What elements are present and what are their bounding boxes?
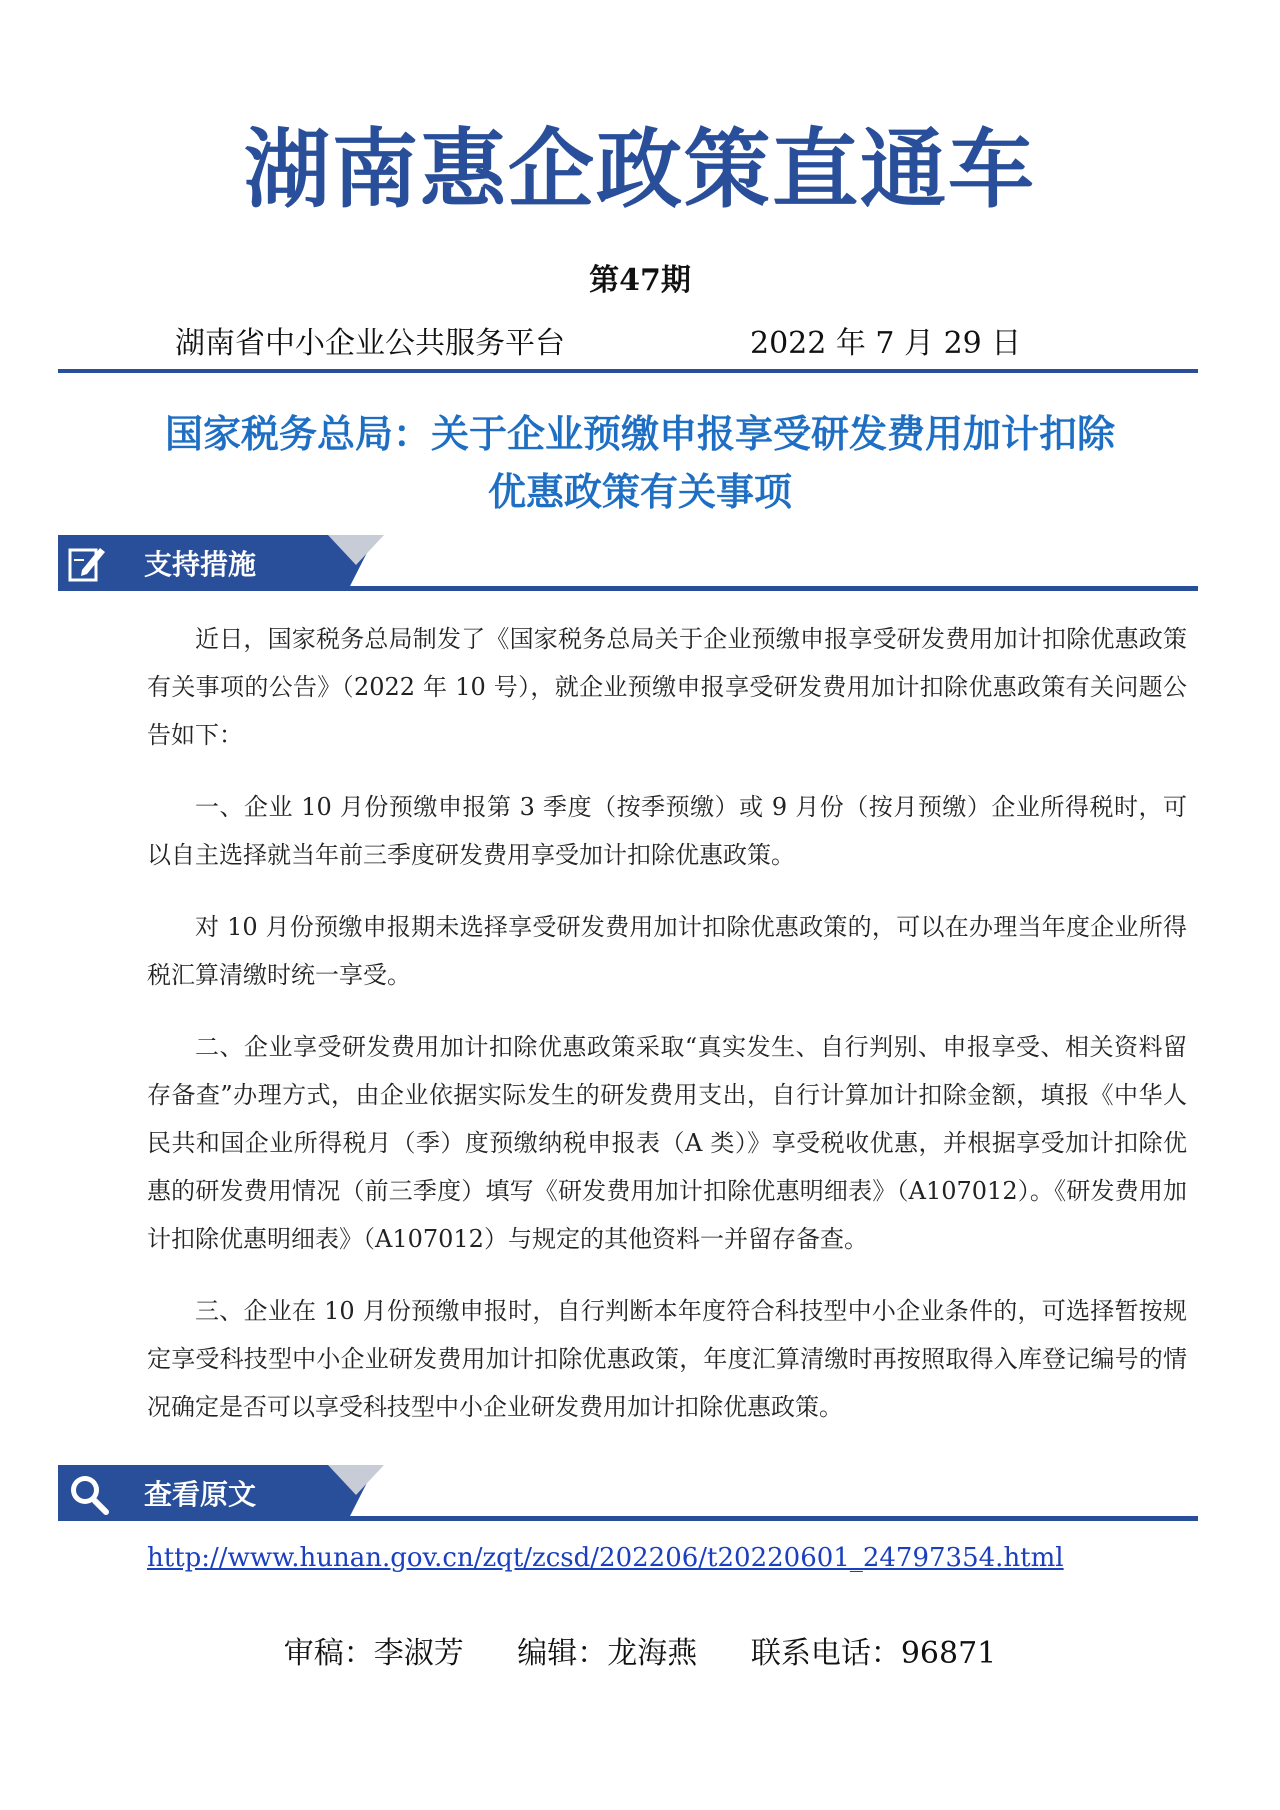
section-label-original: 查看原文 xyxy=(144,1478,257,1511)
section-label-support: 支持措施 xyxy=(144,548,257,581)
publication-row xyxy=(0,318,1280,362)
editor: 编辑：龙海燕 xyxy=(517,1636,698,1671)
section-triangle xyxy=(328,1465,384,1495)
magnifier-icon xyxy=(64,1470,110,1516)
paragraph-intro: 近日，国家税务总局制发了《国家税务总局关于企业预缴申报享受研发费用加计扣除优惠政策有关事项的公告》（2022 年 10 号），就企业预缴申报享受研发费用加计扣除优惠政策有关问题公告如下： xyxy=(147,625,1187,749)
section-header-support xyxy=(58,535,1198,595)
original-source-link[interactable]: http://www.hunan.gov.cn/zqt/zcsd/202206/t20220601_24797354.html xyxy=(147,1543,1064,1573)
headline-line-1: 国家税务总局：关于企业预缴申报享受研发费用加计扣除 xyxy=(164,412,1115,456)
paragraph-2: 二、企业享受研发费用加计扣除优惠政策采取“真实发生、自行判别、申报享受、相关资料留存备查”办理方式，由企业依据实际发生的研发费用支出，自行计算加计扣除金额，填报《中华人民共和国企业所得税月（季）度预缴纳税申报表（A 类）》享受税收优惠，并根据享受加计扣除优惠的研发费用情况（前三季度）填写《研发费用加计扣除优惠明细表》（A107012）。《研发费用加计扣除优惠明细表》（A107012）与规定的其他资料一并留存备查。 xyxy=(147,1033,1187,1253)
masthead-title: 湖南惠企政策直通车 xyxy=(244,120,1036,220)
headline-line-2: 优惠政策有关事项 xyxy=(487,470,792,514)
section-header-original xyxy=(58,1465,1198,1525)
pencil-note-icon xyxy=(64,540,110,586)
paragraph-1b: 对 10 月份预缴申报期未选择享受研发费用加计扣除优惠政策的，可以在办理当年度企业所得税汇算清缴时统一享受。 xyxy=(147,913,1187,989)
footer-credits xyxy=(0,1628,1280,1672)
section-triangle xyxy=(328,535,384,565)
contact-phone: 联系电话：96871 xyxy=(750,1636,997,1671)
headline xyxy=(0,405,1280,521)
reviewer: 审稿：李淑芳 xyxy=(283,1636,464,1671)
publish-date: 2022 年 7 月 29 日 xyxy=(750,326,1022,361)
publisher: 湖南省中小企业公共服务平台 xyxy=(175,326,565,361)
issue-number: 第47期 xyxy=(589,263,691,298)
top-divider xyxy=(58,369,1198,373)
article-body xyxy=(147,615,1187,1455)
paragraph-1: 一、企业 10 月份预缴申报第 3 季度（按季预缴）或 9 月份（按月预缴）企业所得税时，可以自主选择就当年前三季度研发费用享受加计扣除优惠政策。 xyxy=(147,793,1187,869)
paragraph-3: 三、企业在 10 月份预缴申报时，自行判断本年度符合科技型中小企业条件的，可选择暂按规定享受科技型中小企业研发费用加计扣除优惠政策，年度汇算清缴时再按照取得入库登记编号的情况确定是否可以享受科技型中小企业研发费用加计扣除优惠政策。 xyxy=(147,1297,1187,1421)
